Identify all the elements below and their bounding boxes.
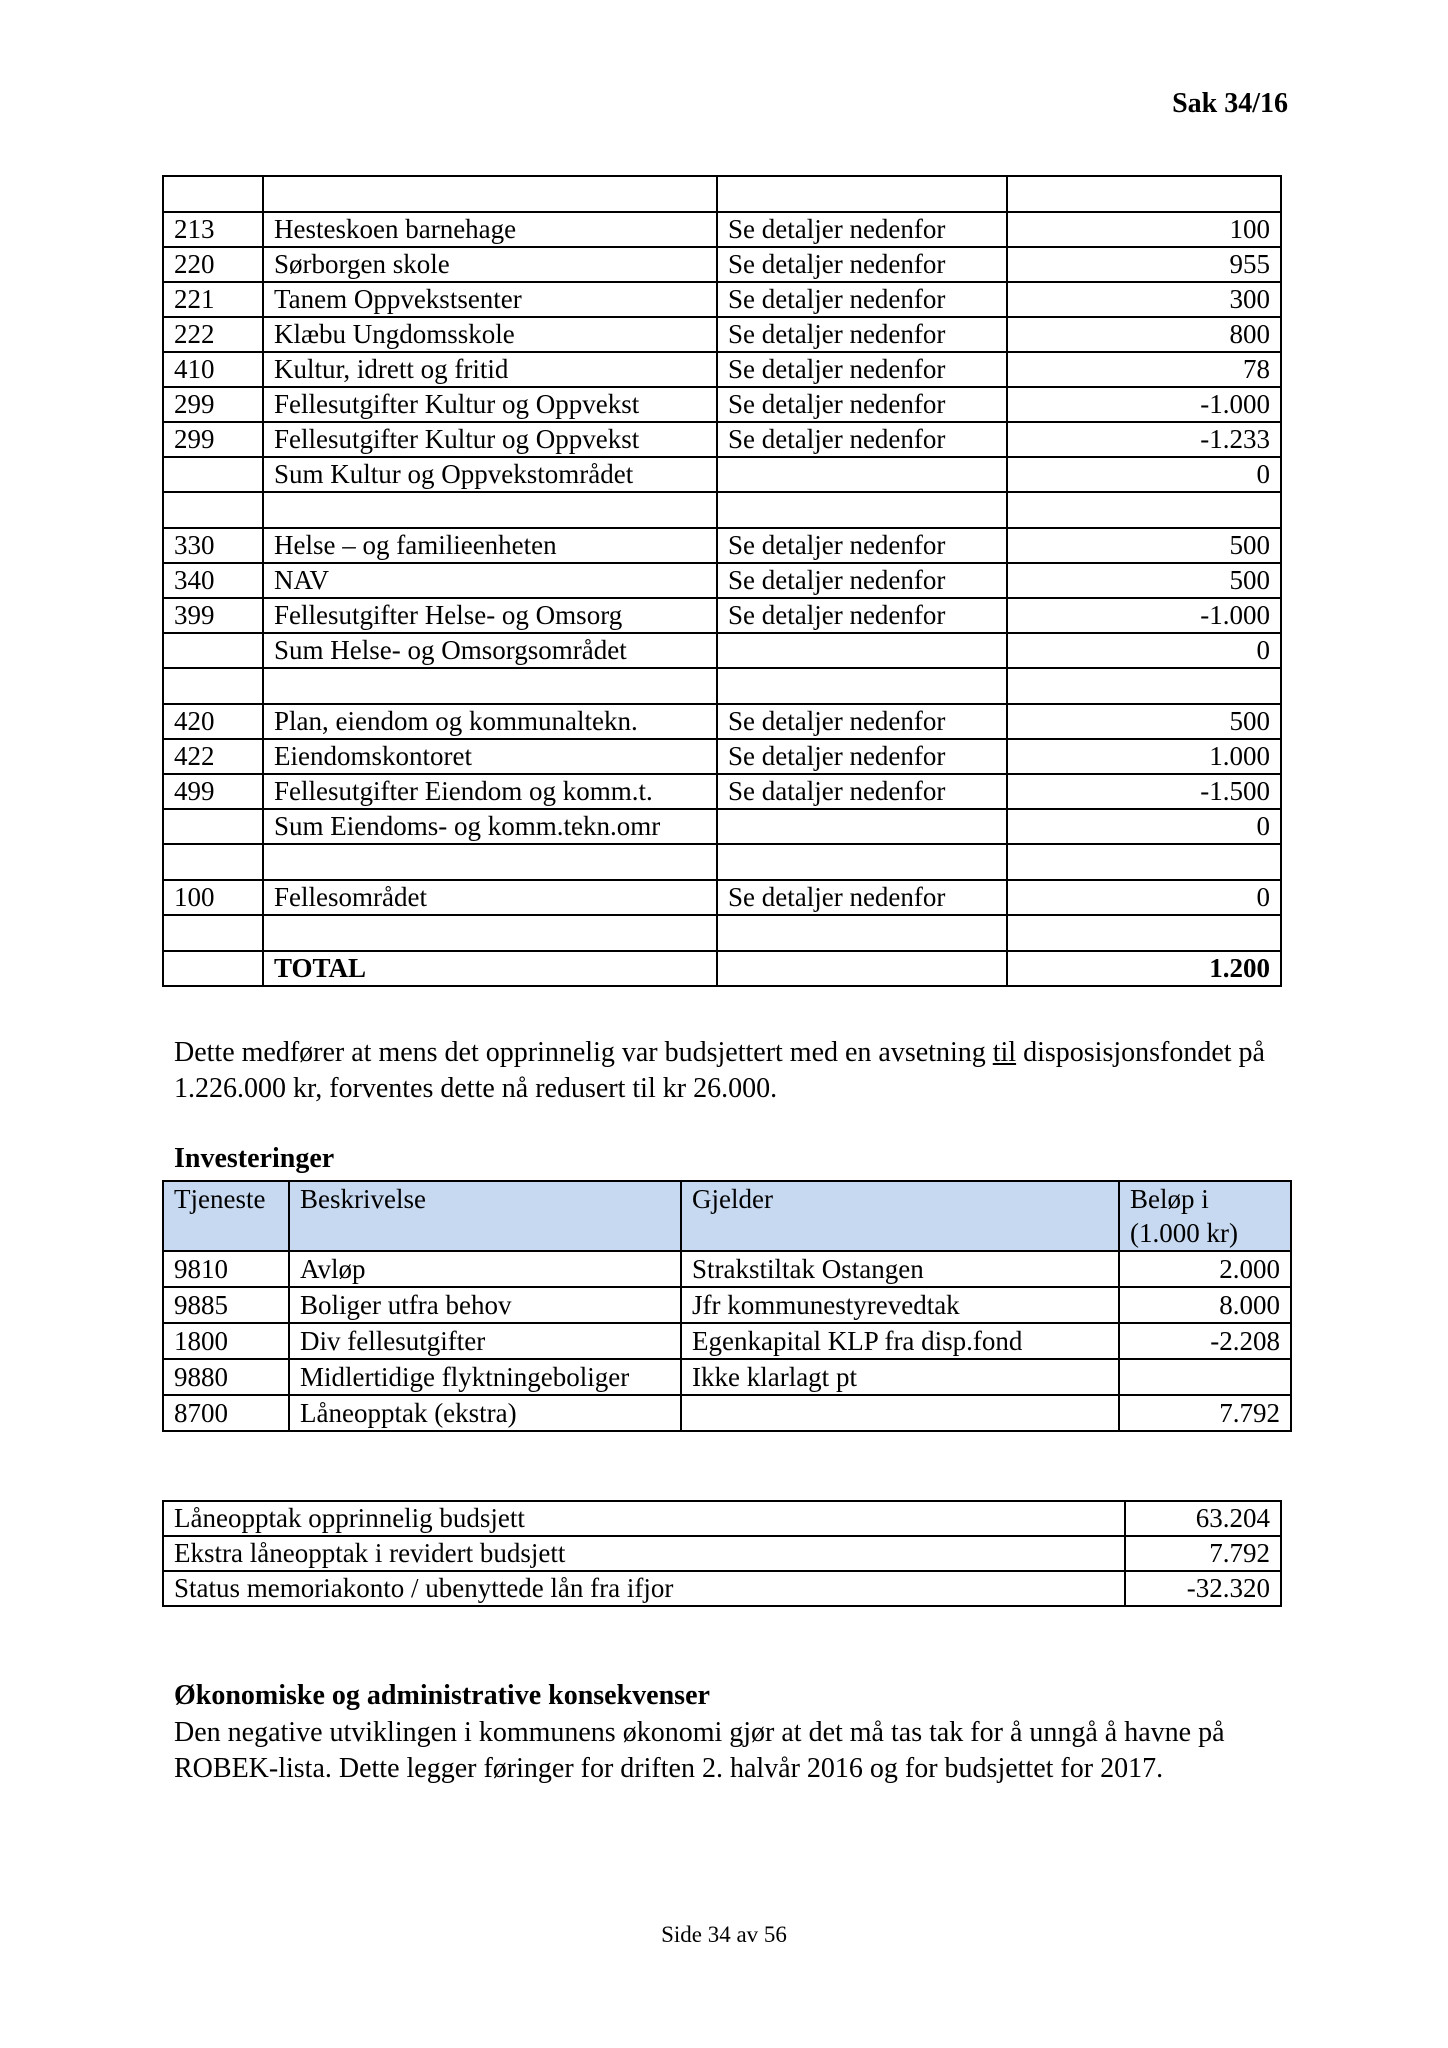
description-cell (263, 915, 717, 951)
description-cell: Hesteskoen barnehage (263, 212, 717, 247)
table-row (163, 809, 1281, 844)
amount-cell: 500 (1007, 563, 1281, 598)
case-reference: Sak 34/16 (1172, 88, 1288, 119)
detail-cell: Se detaljer nedenfor (717, 387, 1007, 422)
service-code-cell (163, 915, 263, 951)
loan-table (162, 1500, 1282, 1607)
service-code-cell (163, 951, 263, 986)
amount-cell: 500 (1007, 704, 1281, 739)
description-cell: Kultur, idrett og fritid (263, 352, 717, 387)
detail-cell: Se detaljer nedenfor (717, 598, 1007, 633)
loan-label-cell: Status memoriakonto / ubenyttede lån fra ifjor (163, 1571, 1125, 1606)
detail-cell (717, 809, 1007, 844)
table-row (163, 1536, 1281, 1571)
table-row (163, 492, 1281, 528)
consequences-paragraph: Den negative utviklingen i kommunens økonomi gjør at det må tas tak for å unngå å havne på ROBEK-lista. Dette legger føringer for driften 2. halvår 2016 og for budsjettet for 2017. (174, 1717, 1225, 1784)
detail-cell: Se detaljer nedenfor (717, 247, 1007, 282)
service-cell: 8700 (163, 1395, 289, 1431)
service-code-cell (163, 633, 263, 668)
service-code-cell: 222 (163, 317, 263, 352)
detail-cell: Se dataljer nedenfor (717, 774, 1007, 809)
amount-cell: 0 (1007, 809, 1281, 844)
service-code-cell: 299 (163, 387, 263, 422)
description-cell: TOTAL (263, 951, 717, 986)
detail-cell (717, 492, 1007, 528)
description-cell: Sum Helse- og Omsorgsområdet (263, 633, 717, 668)
detail-cell: Se detaljer nedenfor (717, 739, 1007, 774)
table-row (163, 668, 1281, 704)
description-cell: Fellesutgifter Kultur og Oppvekst (263, 422, 717, 457)
detail-cell: Se detaljer nedenfor (717, 704, 1007, 739)
service-code-cell (163, 809, 263, 844)
service-code-cell: 410 (163, 352, 263, 387)
detail-cell: Se detaljer nedenfor (717, 563, 1007, 598)
description-cell: Boliger utfra behov (289, 1287, 681, 1323)
table-row (163, 247, 1281, 282)
amount-cell: -1.233 (1007, 422, 1281, 457)
service-code-cell: 399 (163, 598, 263, 633)
service-cell: 9885 (163, 1287, 289, 1323)
service-code-cell: 220 (163, 247, 263, 282)
service-cell: 1800 (163, 1323, 289, 1359)
detail-cell: Se detaljer nedenfor (717, 212, 1007, 247)
applies-cell (681, 1395, 1119, 1431)
amount-cell (1007, 668, 1281, 704)
description-cell: Fellesutgifter Helse- og Omsorg (263, 598, 717, 633)
description-cell (263, 176, 717, 212)
loan-label-cell: Ekstra låneopptak i revidert budsjett (163, 1536, 1125, 1571)
column-header: Beløp i (1.000 kr) (1119, 1181, 1291, 1251)
description-cell: NAV (263, 563, 717, 598)
service-code-cell: 420 (163, 704, 263, 739)
paragraph-text-1: Dette medfører at mens det opprinnelig var budsjettert med en avsetning (174, 1037, 993, 1068)
column-header: Beskrivelse (289, 1181, 681, 1251)
table-row (163, 633, 1281, 668)
description-cell: Fellesutgifter Eiendom og komm.t. (263, 774, 717, 809)
service-code-cell: 330 (163, 528, 263, 563)
service-code-cell: 299 (163, 422, 263, 457)
description-cell: Fellesutgifter Kultur og Oppvekst (263, 387, 717, 422)
paragraph-underlined-word: til (992, 1037, 1017, 1068)
table-row (163, 1323, 1291, 1359)
description-cell: Sørborgen skole (263, 247, 717, 282)
amount-cell: 8.000 (1119, 1287, 1291, 1323)
description-cell: Klæbu Ungdomsskole (263, 317, 717, 352)
column-header: Gjelder (681, 1181, 1119, 1251)
table-row (163, 176, 1281, 212)
table-row (163, 704, 1281, 739)
table-row (163, 528, 1281, 563)
table-row (163, 598, 1281, 633)
amount-cell: 500 (1007, 528, 1281, 563)
amount-cell (1007, 915, 1281, 951)
table-row (163, 422, 1281, 457)
loan-amount-cell: 7.792 (1125, 1536, 1281, 1571)
service-code-cell (163, 176, 263, 212)
detail-cell (717, 951, 1007, 986)
amount-cell: 7.792 (1119, 1395, 1291, 1431)
description-cell: Plan, eiendom og kommunaltekn. (263, 704, 717, 739)
description-cell: Helse – og familieenheten (263, 528, 717, 563)
column-header: Tjeneste (163, 1181, 289, 1251)
applies-cell: Ikke klarlagt pt (681, 1359, 1119, 1395)
service-cell: 9880 (163, 1359, 289, 1395)
amount-cell: 100 (1007, 212, 1281, 247)
description-cell: Midlertidige flyktningeboliger (289, 1359, 681, 1395)
service-code-cell (163, 668, 263, 704)
table-row (163, 317, 1281, 352)
detail-cell (717, 457, 1007, 492)
table-row (163, 844, 1281, 880)
detail-cell: Se detaljer nedenfor (717, 352, 1007, 387)
table-row (163, 282, 1281, 317)
service-code-cell (163, 457, 263, 492)
detail-cell (717, 915, 1007, 951)
amount-cell: 0 (1007, 633, 1281, 668)
table-row (163, 739, 1281, 774)
amount-cell: 2.000 (1119, 1251, 1291, 1287)
table-row (163, 1287, 1291, 1323)
loan-amount-cell: 63.204 (1125, 1501, 1281, 1536)
amount-cell: 0 (1007, 457, 1281, 492)
applies-cell: Jfr kommunestyrevedtak (681, 1287, 1119, 1323)
budget-summary-paragraph (174, 1035, 1294, 1107)
investments-heading: Investeringer (174, 1143, 335, 1174)
table-row (163, 212, 1281, 247)
table-row (163, 915, 1281, 951)
description-cell (263, 844, 717, 880)
amount-cell (1007, 176, 1281, 212)
service-code-cell: 499 (163, 774, 263, 809)
amount-cell: -1.000 (1007, 387, 1281, 422)
description-cell: Avløp (289, 1251, 681, 1287)
table-row (163, 1395, 1291, 1431)
description-cell: Eiendomskontoret (263, 739, 717, 774)
table-row (163, 1501, 1281, 1536)
table-row (163, 387, 1281, 422)
detail-cell: Se detaljer nedenfor (717, 282, 1007, 317)
investments-table (162, 1180, 1292, 1432)
description-cell: Sum Eiendoms- og komm.tekn.omr (263, 809, 717, 844)
service-code-cell: 340 (163, 563, 263, 598)
description-cell: Sum Kultur og Oppvekstområdet (263, 457, 717, 492)
table-row (163, 951, 1281, 986)
table-row (163, 563, 1281, 598)
paragraph-text-2: disposisjonsfondet på 1.226.000 kr, forventes dette nå redusert til kr 26.000. (174, 1037, 1265, 1104)
description-cell: Fellesområdet (263, 880, 717, 915)
applies-cell: Strakstiltak Ostangen (681, 1251, 1119, 1287)
amount-cell (1007, 492, 1281, 528)
amount-cell (1007, 844, 1281, 880)
service-cell: 9810 (163, 1251, 289, 1287)
page-number: Side 34 av 56 (661, 1922, 787, 1947)
table-row (163, 774, 1281, 809)
detail-cell: Se detaljer nedenfor (717, 880, 1007, 915)
amount-cell: -1.500 (1007, 774, 1281, 809)
loan-label-cell: Låneopptak opprinnelig budsjett (163, 1501, 1125, 1536)
amount-cell: 955 (1007, 247, 1281, 282)
description-cell (263, 492, 717, 528)
service-code-cell: 422 (163, 739, 263, 774)
table-row (163, 352, 1281, 387)
description-cell: Tanem Oppvekstsenter (263, 282, 717, 317)
consequences-heading: Økonomiske og administrative konsekvenser (174, 1680, 710, 1711)
amount-cell: 0 (1007, 880, 1281, 915)
detail-cell: Se detaljer nedenfor (717, 528, 1007, 563)
detail-cell (717, 668, 1007, 704)
table-row (163, 457, 1281, 492)
service-code-cell: 100 (163, 880, 263, 915)
budget-table (162, 175, 1282, 987)
detail-cell (717, 844, 1007, 880)
amount-cell: 78 (1007, 352, 1281, 387)
amount-cell: -2.208 (1119, 1323, 1291, 1359)
table-row (163, 1251, 1291, 1287)
detail-cell (717, 176, 1007, 212)
table-row (163, 880, 1281, 915)
description-cell: Div fellesutgifter (289, 1323, 681, 1359)
amount-cell: 300 (1007, 282, 1281, 317)
detail-cell: Se detaljer nedenfor (717, 422, 1007, 457)
detail-cell (717, 633, 1007, 668)
loan-amount-cell: -32.320 (1125, 1571, 1281, 1606)
applies-cell: Egenkapital KLP fra disp.fond (681, 1323, 1119, 1359)
amount-cell: 1.200 (1007, 951, 1281, 986)
amount-cell: -1.000 (1007, 598, 1281, 633)
amount-cell (1119, 1359, 1291, 1395)
amount-cell: 800 (1007, 317, 1281, 352)
service-code-cell: 221 (163, 282, 263, 317)
service-code-cell (163, 492, 263, 528)
amount-cell: 1.000 (1007, 739, 1281, 774)
description-cell: Låneopptak (ekstra) (289, 1395, 681, 1431)
table-row (163, 1571, 1281, 1606)
description-cell (263, 668, 717, 704)
service-code-cell: 213 (163, 212, 263, 247)
table-header-row (163, 1181, 1291, 1251)
detail-cell: Se detaljer nedenfor (717, 317, 1007, 352)
table-row (163, 1359, 1291, 1395)
service-code-cell (163, 844, 263, 880)
